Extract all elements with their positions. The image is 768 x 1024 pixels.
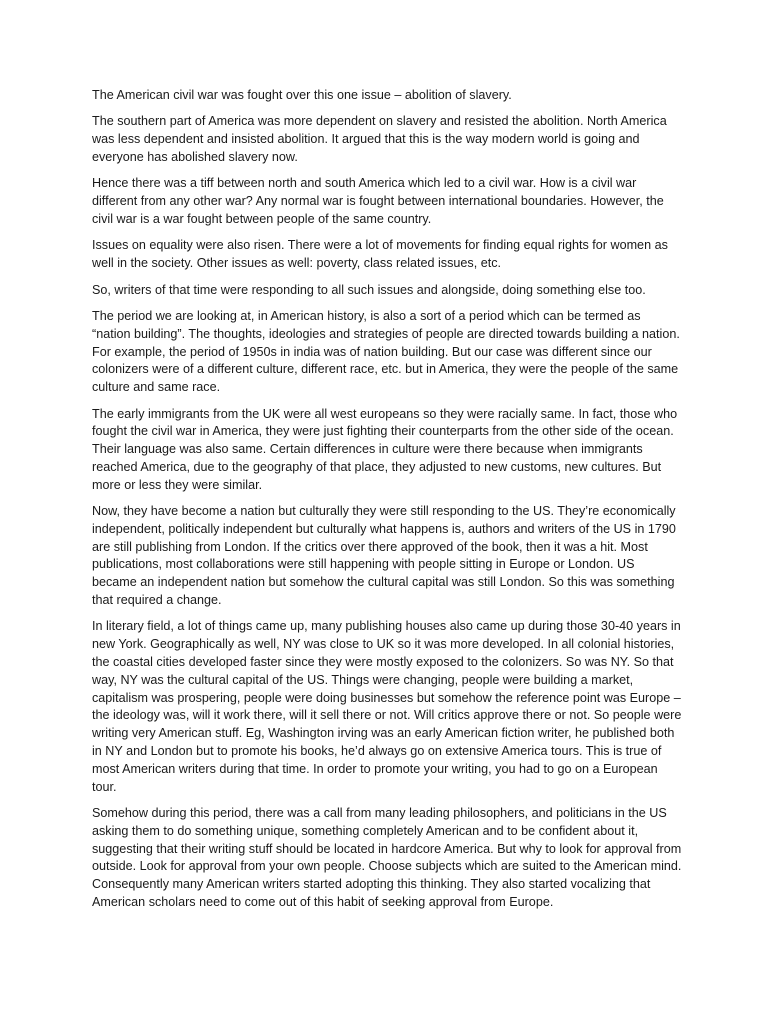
paragraph-6: The period we are looking at, in American history, is also a sort of a period which can be termed as “nation building”. The thoughts, ideologies and strategies of people are directed towards building a nation. For example, the period of 1950s in india was of nation building. But our case was different since our colonizers were of a different culture, different race, etc. but in America, they were the people of the same culture and same race. — [92, 308, 680, 395]
paragraph-1: The American civil war was fought over this one issue – abolition of slavery. — [92, 88, 512, 102]
document-page — [92, 87, 682, 920]
paragraph-4: Issues on equality were also risen. There were a lot of movements for finding equal rights for women as well in the society. Other issues as well: poverty, class related issues, etc. — [92, 238, 668, 271]
paragraph-7: The early immigrants from the UK were all west europeans so they were racially same. In fact, those who fought the civil war in America, they were just fighting their counterparts from the other side of the ocean. Their language was also same. Certain differences in culture were there because when immigrants reached America, due to the geography of that place, they adjusted to new customs, new cultures. But more or less they were similar. — [92, 406, 678, 492]
paragraph-10: Somehow during this period, there was a call from many leading philosophers, and politicians in the US asking them to do something unique, something completely American and to be confident about it, suggesting that their writing stuff should be located in hardcore America. But why to look for approval from outside. Look for approval from your own people. Choose subjects which are suited to the American mind. Consequently many American writers started adopting this thinking. They also started vocalizing that American scholars need to come out of this habit of seeking approval from Europe. — [92, 806, 682, 910]
paragraph-2: The southern part of America was more dependent on slavery and resisted the abolition. North America was less dependent and insisted abolition. It argued that this is the way modern world is going and everyone has abolished slavery now. — [92, 114, 667, 164]
paragraph-5: So, writers of that time were responding to all such issues and alongside, doing something else too. — [92, 282, 646, 297]
paragraph-9: In literary field, a lot of things came up, many publishing houses also came up during those 30-40 years in new York. Geographically as well, NY was close to UK so it was more developed. In all colonial histories, the coastal cities developed faster since they were mostly exposed to the colonizers. So was NY. So that way, NY was the cultural capital of the US. Things were changing, people were building a market, capitalism was prospering, people were doing businesses but somehow the reference point was Europe – the ideology was, will it work there, will it sell there or not. Will critics approve there or not. So people were writing very American stuff. Eg, Washington irving was an early American fiction writer, he published both in NY and London but to promote his books, he’d always go on extensive America tours. This is true of most American writers during that time. In order to promote your writing, you had to go on a European tour. — [92, 619, 682, 794]
paragraph-3: Hence there was a tiff between north and south America which led to a civil war. How is a civil war different from any other war? Any normal war is fought between international boundaries. However, the civil war is a war fought between people of the same country. — [92, 176, 664, 226]
paragraph-8: Now, they have become a nation but culturally they were still responding to the US. They’re economically independent, politically independent but culturally what happens is, authors and writers of the US in 1790 are still publishing from London. If the critics over there approved of the book, then it was a hit. Most publications, most collaborations were still happening with people sitting in Europe or London. US became an independent nation but somehow the cultural capital was still London. So this was something that required a change. — [92, 504, 676, 608]
